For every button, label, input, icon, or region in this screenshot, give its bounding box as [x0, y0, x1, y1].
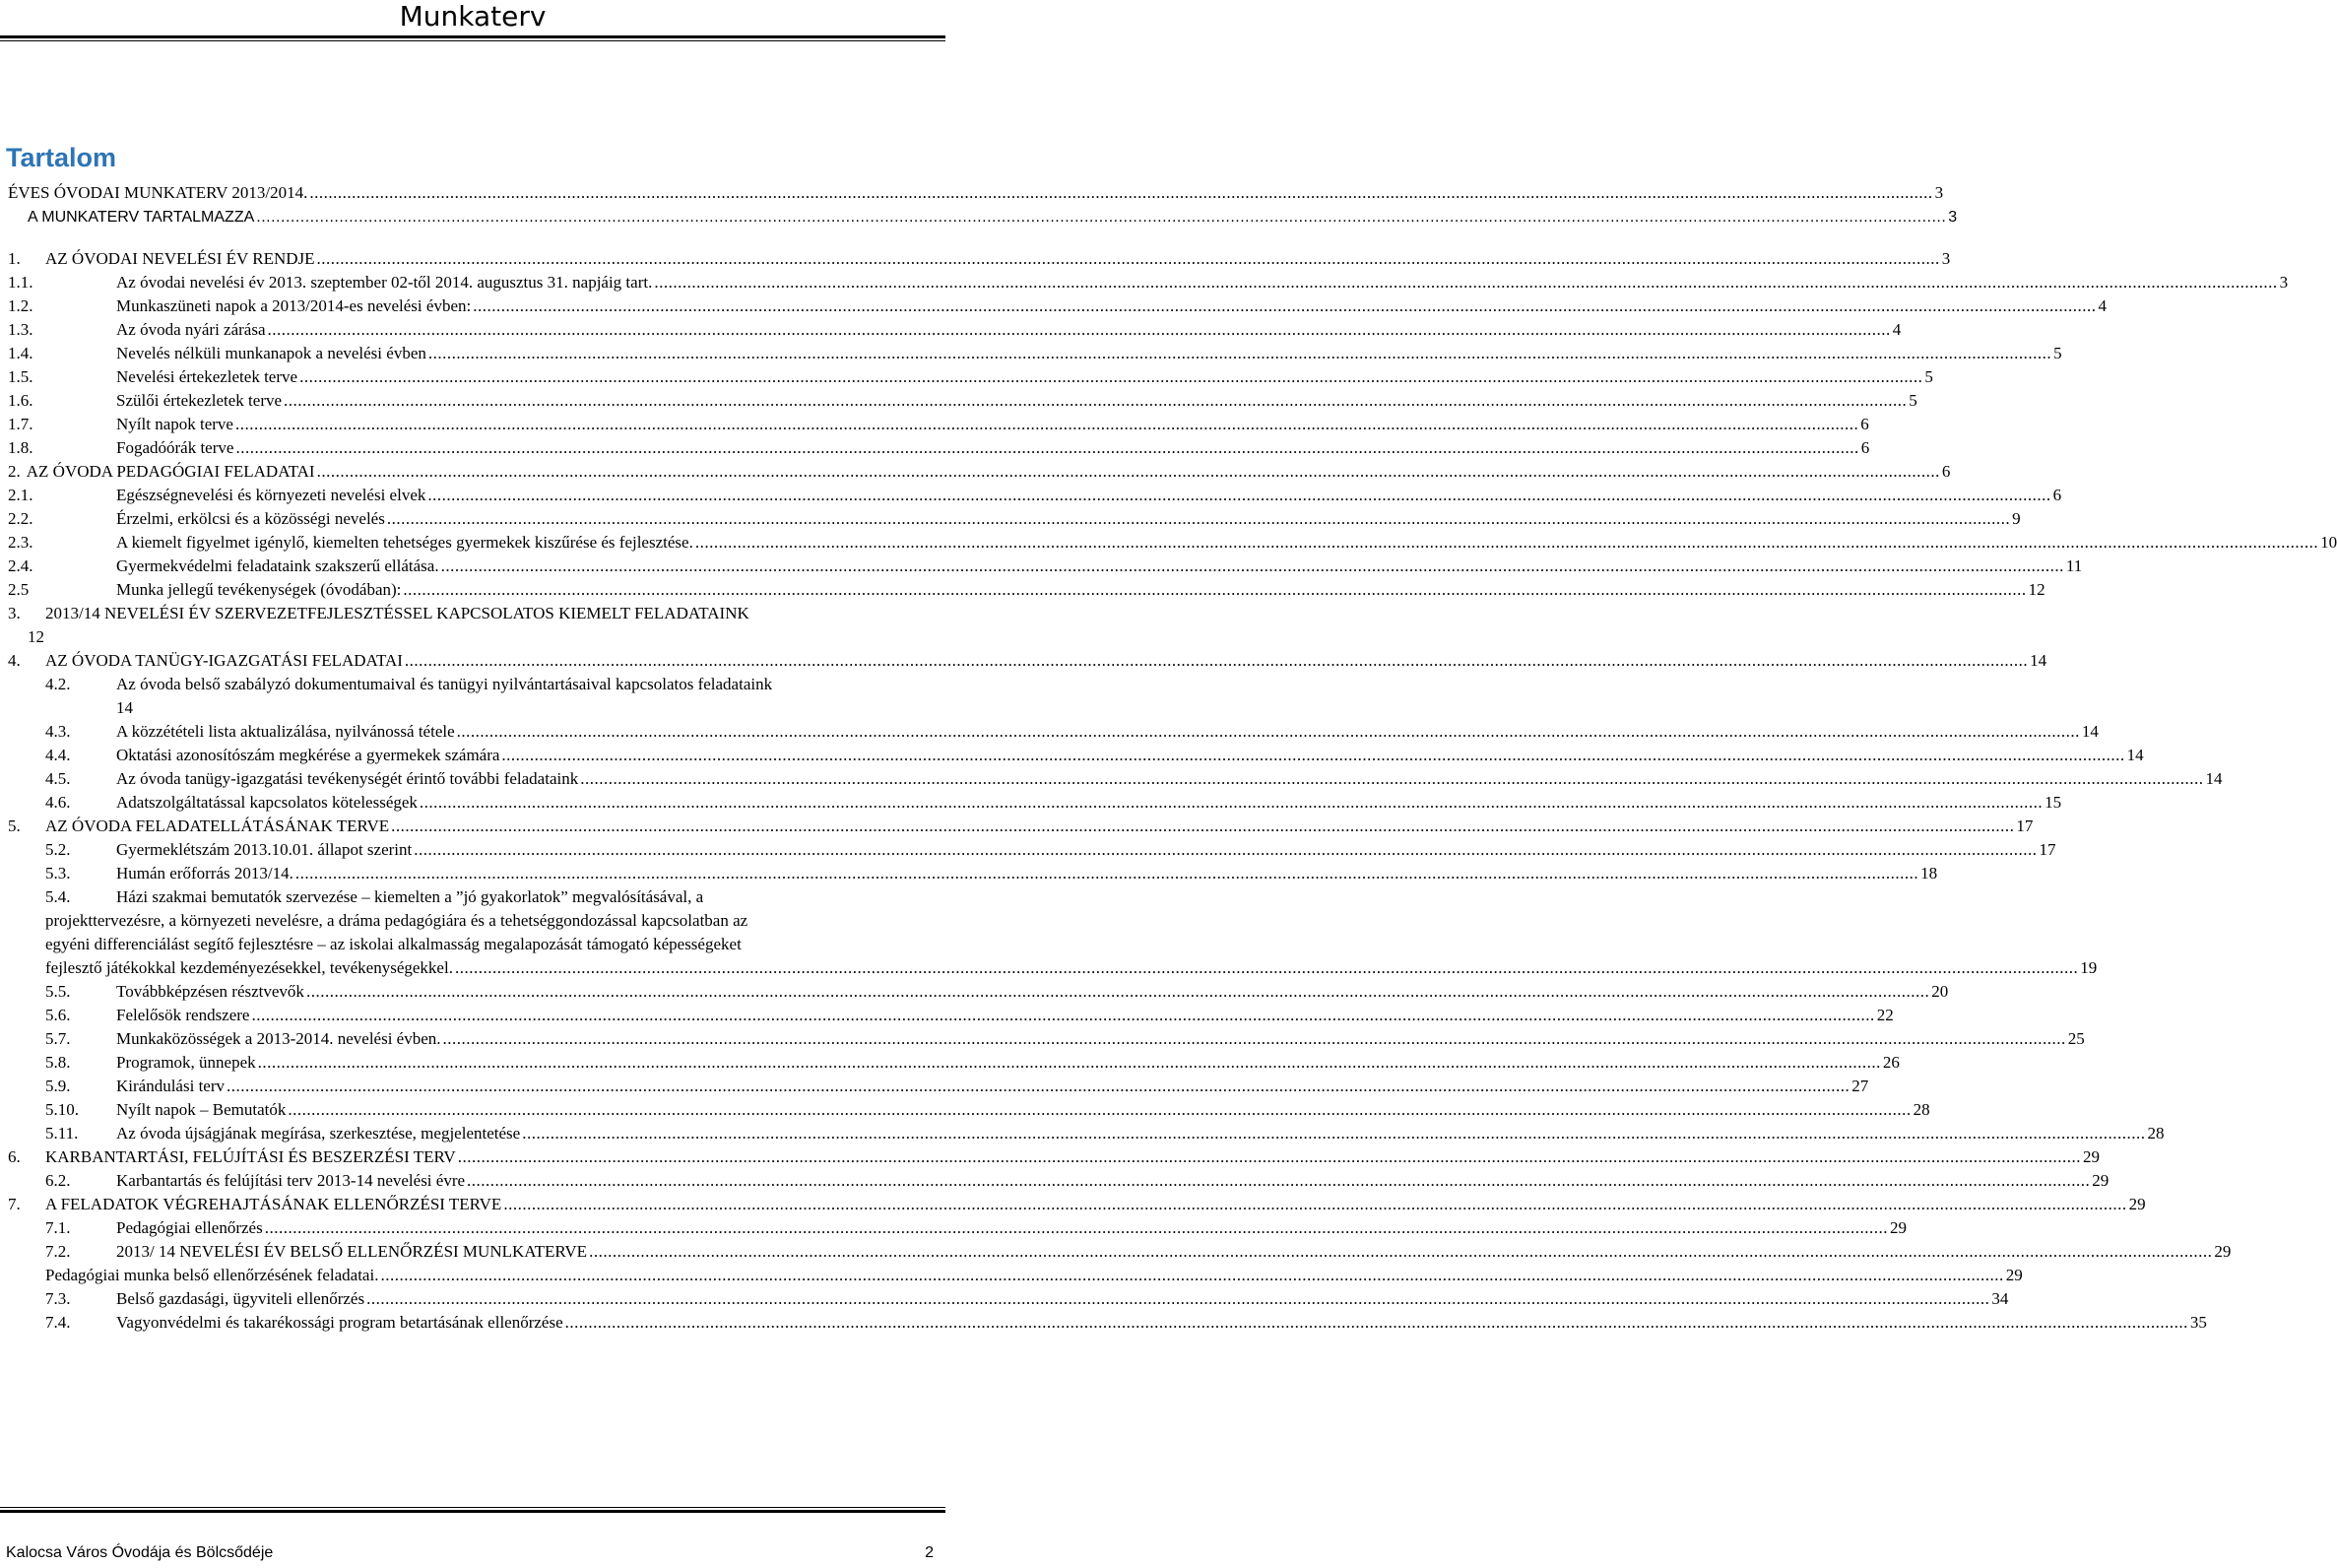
toc-entry-title: Munkaszüneti napok a 2013/2014-es nevelési évben:	[116, 296, 472, 315]
toc-entry-title: AZ ÓVODA TANÜGY-IGAZGATÁSI FELADATAI	[45, 651, 403, 670]
toc-leader-dots	[443, 1027, 2066, 1051]
toc-entry[interactable]	[8, 815, 2034, 838]
header-rule-thick	[0, 35, 945, 38]
toc-entry-number: 5.10.	[45, 1100, 79, 1119]
toc-leader-dots	[441, 555, 2064, 578]
toc-entry-page: 3	[1941, 249, 1951, 268]
toc-entry-page: 25	[2067, 1029, 2085, 1048]
toc-entry-title: Házi szakmai bemutatók szervezése – kiemelten a ”jó gyakorlatok” megvalósításával, a	[116, 887, 704, 906]
toc-leader-dots	[695, 531, 2318, 555]
toc-leader-dots	[295, 862, 1918, 885]
toc-entry[interactable]	[8, 1193, 2146, 1216]
toc-entry-title: Munkaközösségek a 2013-2014. nevelési évben.	[116, 1029, 441, 1048]
toc-entry-title: Pedagógiai ellenőrzés	[116, 1218, 263, 1237]
toc-entry-title: KARBANTARTÁSI, FELÚJÍTÁSI ÉS BESZERZÉSI TERV	[45, 1147, 456, 1166]
toc-entry[interactable]	[45, 1051, 1900, 1075]
toc-entry-title: Gyermeklétszám 2013.10.01. állapot szerint	[116, 840, 413, 859]
toc-entry-page: 29	[2082, 1147, 2100, 1166]
toc-entry-title: Munka jellegű tevékenységek (óvodában):	[116, 580, 402, 599]
toc-entry-number: 7.	[8, 1195, 21, 1213]
toc-leader-dots	[457, 720, 2080, 744]
toc-entry[interactable]	[45, 1098, 1930, 1122]
toc-entry-title: Kirándulási terv	[116, 1077, 225, 1095]
toc-leader-dots	[414, 838, 2037, 862]
toc-entry-title: A közzétételi lista aktualizálása, nyilvánossá tétele	[116, 722, 455, 741]
toc-entry-page: 9	[2012, 509, 2021, 528]
toc-entry[interactable]	[8, 181, 1944, 205]
toc-entry-continuation[interactable]	[45, 956, 2098, 980]
toc-entry-page: 26	[1882, 1053, 1900, 1072]
toc-entry-number: 4.3.	[45, 722, 71, 741]
toc-entry-number: 2.3.	[8, 533, 33, 552]
toc-entry-page: 29	[2214, 1242, 2232, 1261]
toc-entry[interactable]	[8, 531, 2337, 555]
toc-entry-title: Vagyonvédelmi és takarékossági program betartásának ellenőrzése	[116, 1313, 563, 1332]
toc-entry-title: Az óvodai nevelési év 2013. szeptember 02-től 2014. augusztus 31. napjáig tart.	[116, 273, 653, 292]
toc-entry-title: Humán erőforrás 2013/14.	[116, 864, 293, 882]
toc-entry-title: Egészségnevelési és környezeti nevelési elvek	[116, 486, 426, 504]
toc-entry[interactable]	[8, 484, 2062, 507]
toc-entry-page: 14	[2081, 722, 2099, 741]
toc-entry-number: 1.1.	[8, 273, 33, 292]
toc-leader-dots	[391, 815, 2014, 838]
toc-leader-dots	[501, 744, 2124, 767]
toc-entry[interactable]	[8, 578, 2045, 602]
toc-leader-dots	[366, 1287, 1989, 1311]
toc-entry-page: 5	[2053, 344, 2062, 362]
toc-leader-dots	[306, 980, 1929, 1004]
toc-leader-dots	[427, 484, 2050, 507]
toc-leader-dots	[235, 436, 1858, 460]
toc-entry-number: 4.	[8, 651, 21, 670]
toc-entry-page: 14	[2126, 746, 2144, 764]
toc-entry-page: 22	[1876, 1006, 1894, 1024]
toc-entry-page: 17	[2016, 817, 2034, 835]
toc-entry[interactable]	[45, 1240, 2232, 1264]
toc-entry-page: 6	[1860, 415, 1869, 433]
toc-entry-page: 3	[2279, 273, 2289, 292]
toc-entry-page: 28	[1913, 1100, 1930, 1119]
toc-entry[interactable]	[45, 885, 938, 909]
toc-entry[interactable]	[45, 1264, 2023, 1287]
toc-entry[interactable]	[8, 649, 2047, 673]
toc-entry-title: Nyílt napok – Bemutatók	[116, 1100, 287, 1119]
toc-leader-dots	[380, 1264, 2003, 1287]
toc-entry[interactable]	[45, 1216, 1907, 1240]
toc-entry-number: 5.7.	[45, 1029, 71, 1048]
toc-leader-dots	[265, 1216, 1888, 1240]
toc-entry-title: Adatszolgáltatással kapcsolatos kötelességek	[116, 793, 418, 812]
toc-entry-number: 5.3.	[45, 864, 71, 882]
toc-leader-dots	[251, 1004, 1874, 1027]
toc-entry[interactable]	[45, 791, 2062, 815]
footer-page-number: 2	[925, 1544, 934, 1561]
toc-entry-number: 1.6.	[8, 391, 33, 410]
toc-entry-page: 14	[116, 698, 133, 717]
toc-leader-dots	[420, 791, 2043, 815]
toc-entry-number: 5.6.	[45, 1006, 71, 1024]
toc-entry-page: 18	[1920, 864, 1938, 882]
toc-entry-number: 4.4.	[45, 746, 71, 764]
toc-entry[interactable]	[45, 1311, 2207, 1335]
toc-entry-number: 7.2.	[45, 1242, 71, 1261]
toc-entry-title: 2013/14 NEVELÉSI ÉV SZERVEZETFEJLESZTÉSSEL KAPCSOLATOS KIEMELT FELADATAINK	[45, 604, 749, 622]
toc-entry-number: 5.5.	[45, 982, 71, 1001]
toc-entry-page: 28	[2147, 1124, 2165, 1143]
toc-entry-number: 7.1.	[45, 1218, 71, 1237]
toc-entry-title: Nyílt napok terve	[116, 415, 233, 433]
toc-entry-title: A FELADATOK VÉGREHAJTÁSÁNAK ELLENŐRZÉSI TERVE	[45, 1195, 502, 1213]
toc-entry-title: ÉVES ÓVODAI MUNKATERV 2013/2014.	[8, 183, 308, 202]
toc-entry[interactable]	[45, 1287, 2009, 1311]
toc-entry-title: Pedagógiai munka belső ellenőrzésének feladatai.	[45, 1266, 379, 1284]
toc-entry[interactable]	[45, 980, 1949, 1004]
toc-entry-title: Felelősök rendszere	[116, 1006, 250, 1024]
toc-entry-number: 1.8.	[8, 438, 33, 457]
toc-heading: Tartalom	[6, 143, 117, 172]
toc-entry-page: 19	[2080, 958, 2098, 977]
toc-entry-title: fejlesztő játékokkal kezdeményezésekkel, tevékenységekkel.	[45, 958, 453, 977]
toc-entry-number: 5.4.	[45, 887, 71, 906]
toc-entry-number: 5.9.	[45, 1077, 71, 1095]
toc-entry-title: Gyermekvédelmi feladataink szakszerű ellátása.	[116, 556, 439, 575]
toc-entry-page: 12	[28, 627, 44, 646]
toc-leader-dots	[522, 1122, 2145, 1145]
toc-entry-number: 6.2.	[45, 1171, 71, 1190]
toc-entry-title: 2013/ 14 NEVELÉSI ÉV BELSŐ ELLENŐRZÉSI MUNLKATERVE	[116, 1242, 588, 1261]
toc-entry-title: Karbantartás és felújítási terv 2013-14 nevelési évre	[116, 1171, 466, 1190]
header-rule-thin	[0, 40, 945, 41]
toc-entry-page: 35	[2189, 1313, 2207, 1332]
toc-entry-number: 6.	[8, 1147, 21, 1166]
toc-entry[interactable]	[8, 460, 1951, 484]
toc-leader-dots	[268, 318, 1891, 342]
toc-leader-dots	[227, 1075, 1850, 1098]
toc-entry-page: 10	[2320, 533, 2337, 552]
toc-entry-title: A MUNKATERV TARTALMAZZA	[28, 209, 255, 226]
page-header-title: Munkaterv	[399, 0, 547, 33]
toc-entry-title: Belső gazdasági, ügyviteli ellenőrzés	[116, 1289, 365, 1308]
toc-entry-number: 1.5.	[8, 367, 33, 386]
toc-entry[interactable]	[8, 342, 2062, 365]
toc-entry-title: A kiemelt figyelmet igénylő, kiemelten tehetséges gyermekek kiszűrése és fejlesztése.	[116, 533, 693, 552]
toc-entry-page: 34	[1991, 1289, 2009, 1308]
toc-entry[interactable]	[45, 1027, 2085, 1051]
toc-entry-page: 17	[2039, 840, 2056, 859]
toc-entry-title: AZ ÓVODA PEDAGÓGIAI FELADATAI	[26, 462, 315, 481]
toc-entry-number: 7.3.	[45, 1289, 71, 1308]
toc-entry-page: 4	[1892, 320, 1902, 339]
toc-entry-page: 14	[2030, 651, 2047, 670]
toc-entry-number: 2.4.	[8, 556, 33, 575]
toc-entry[interactable]	[45, 673, 938, 696]
toc-leader-dots	[256, 206, 1946, 229]
toc-entry-page: 6	[1941, 462, 1951, 481]
toc-leader-dots	[403, 578, 2026, 602]
toc-entry[interactable]	[45, 720, 2099, 744]
toc-entry-page: 3	[1948, 209, 1958, 226]
toc-entry-title: Nevelési értekezletek terve	[116, 367, 298, 386]
toc-entry-title: Az óvoda belső szabályzó dokumentumaival és tanügyi nyilvántartásaival kapcsolatos feladataink	[116, 675, 773, 693]
toc-entry-title: Továbbképzésen résztvevők	[116, 982, 304, 1001]
toc-entry[interactable]	[45, 1122, 2165, 1145]
toc-entry-page: 29	[1889, 1218, 1907, 1237]
toc-entry-continuation[interactable]	[45, 933, 938, 956]
toc-leader-dots	[288, 1098, 1911, 1122]
toc-entry-page: 5	[1909, 391, 1917, 410]
toc-entry-number: 1.3.	[8, 320, 33, 339]
toc-entry[interactable]	[8, 247, 1951, 271]
toc-entry-title: Oktatási azonosítószám megkérése a gyermekek számára	[116, 746, 500, 764]
toc-leader-dots	[317, 460, 1940, 484]
toc-entry-number: 5.2.	[45, 840, 71, 859]
toc-leader-dots	[309, 181, 1932, 205]
toc-entry[interactable]	[8, 555, 2083, 578]
toc-entry-page: 5	[1924, 367, 1933, 386]
toc-entry[interactable]	[45, 1004, 1894, 1027]
footer-rule-thick	[0, 1510, 945, 1513]
toc-entry-number: 1.4.	[8, 344, 33, 362]
toc-entry[interactable]	[45, 744, 2144, 767]
toc-entry-number: 3.	[8, 604, 21, 622]
toc-entry-page: 11	[2065, 556, 2083, 575]
toc-entry-page: 6	[1860, 438, 1870, 457]
toc-leader-dots	[284, 389, 1907, 413]
toc-leader-dots	[428, 342, 2051, 365]
toc-leader-dots	[455, 956, 2078, 980]
toc-entry-title: Az óvoda nyári zárása	[116, 320, 266, 339]
toc-entry[interactable]	[8, 365, 1933, 389]
toc-entry-number: 1.2.	[8, 296, 33, 315]
toc-entry-page: 6	[2052, 486, 2062, 504]
toc-entry-page: 29	[2128, 1195, 2146, 1213]
toc-entry-title: projekttervezésre, a környezeti nevelésre, a dráma pedagógiára és a tehetséggondozással kapcsolatban az	[45, 911, 748, 930]
toc-entry-number: 4.6.	[45, 793, 71, 812]
footer-organization: Kalocsa Város Óvodája és Bölcsődéje	[6, 1544, 274, 1561]
toc-leader-dots	[654, 271, 2277, 294]
toc-entry-page: 12	[2028, 580, 2045, 599]
toc-entry-number: 1.7.	[8, 415, 33, 433]
toc-leader-dots	[258, 1051, 1881, 1075]
toc-entry-title: Fogadóórák terve	[116, 438, 234, 457]
toc-leader-dots	[387, 507, 2010, 531]
toc-leader-dots	[589, 1240, 2212, 1264]
toc-entry[interactable]	[8, 271, 2289, 294]
toc-entry-title: Az óvoda tanügy-igazgatási tevékenységét érintő további feladataink	[116, 769, 579, 788]
toc-entry-number: 4.2.	[45, 675, 71, 693]
toc-leader-dots	[467, 1169, 2090, 1193]
toc-leader-dots	[580, 767, 2203, 791]
toc-entry-number: 2.2.	[8, 509, 33, 528]
toc-leader-dots	[299, 365, 1922, 389]
toc-entry-number: 7.4.	[45, 1313, 71, 1332]
toc-entry-title: Az óvoda újságjának megírása, szerkesztése, megjelentetése	[116, 1124, 521, 1143]
toc-leader-dots	[235, 413, 1858, 436]
toc-leader-dots	[458, 1145, 2081, 1169]
toc-entry-page: 3	[1934, 183, 1944, 202]
toc-entry-number: 5.11.	[45, 1124, 79, 1143]
toc-entry-title: AZ ÓVODA FELADATELLÁTÁSÁNAK TERVE	[45, 817, 390, 835]
toc-entry-number: 5.8.	[45, 1053, 71, 1072]
toc-entry-page: 4	[2098, 296, 2107, 315]
toc-entry[interactable]	[8, 507, 2021, 531]
toc-entry[interactable]	[8, 294, 2107, 318]
toc-entry[interactable]	[8, 602, 938, 625]
toc-entry-number: 2.5	[8, 580, 30, 599]
toc-entry[interactable]	[45, 767, 2223, 791]
toc-entry-title: egyéni differenciálást segítő fejlesztésre – az iskolai alkalmasság megalapozását támogató képességeket	[45, 935, 742, 953]
toc-leader-dots	[503, 1193, 2126, 1216]
toc-entry[interactable]	[8, 1145, 2100, 1169]
toc-entry[interactable]	[8, 318, 1902, 342]
toc-entry-page: 29	[2005, 1266, 2023, 1284]
toc-entry-page: 20	[1931, 982, 1949, 1001]
toc-entry[interactable]	[28, 206, 1958, 229]
toc-entry-number: 2.	[8, 462, 21, 481]
toc-entry[interactable]	[45, 1075, 1869, 1098]
toc-entry[interactable]	[8, 413, 1869, 436]
toc-entry-title: Programok, ünnepek	[116, 1053, 256, 1072]
toc-entry-page: 27	[1851, 1077, 1869, 1095]
toc-entry[interactable]	[45, 1169, 2110, 1193]
toc-entry-page: 15	[2045, 793, 2062, 812]
toc-entry-page: 14	[2205, 769, 2223, 788]
footer-rule-thin	[0, 1507, 945, 1508]
toc-entry-title: Szülői értekezletek terve	[116, 391, 283, 410]
toc-entry-title: Nevelés nélküli munkanapok a nevelési évben	[116, 344, 426, 362]
toc-leader-dots	[473, 294, 2096, 318]
toc-leader-dots	[405, 649, 2028, 673]
toc-entry-number: 4.5.	[45, 769, 71, 788]
toc-entry-title: AZ ÓVODAI NEVELÉSI ÉV RENDJE	[45, 249, 315, 268]
toc-entry-continuation[interactable]	[45, 909, 938, 933]
toc-entry-number: 5.	[8, 817, 21, 835]
toc-entry[interactable]	[8, 389, 1917, 413]
toc-leader-dots	[565, 1311, 2188, 1335]
toc-entry-number: 1.	[8, 249, 21, 268]
toc-leader-dots	[317, 247, 1940, 271]
toc-entry-number: 2.1.	[8, 486, 33, 504]
toc-entry[interactable]	[45, 838, 2056, 862]
toc-entry[interactable]	[45, 862, 1938, 885]
toc-entry[interactable]	[8, 436, 1870, 460]
toc-entry-page: 29	[2092, 1171, 2110, 1190]
toc-entry-title: Érzelmi, erkölcsi és a közösségi nevelés	[116, 509, 385, 528]
